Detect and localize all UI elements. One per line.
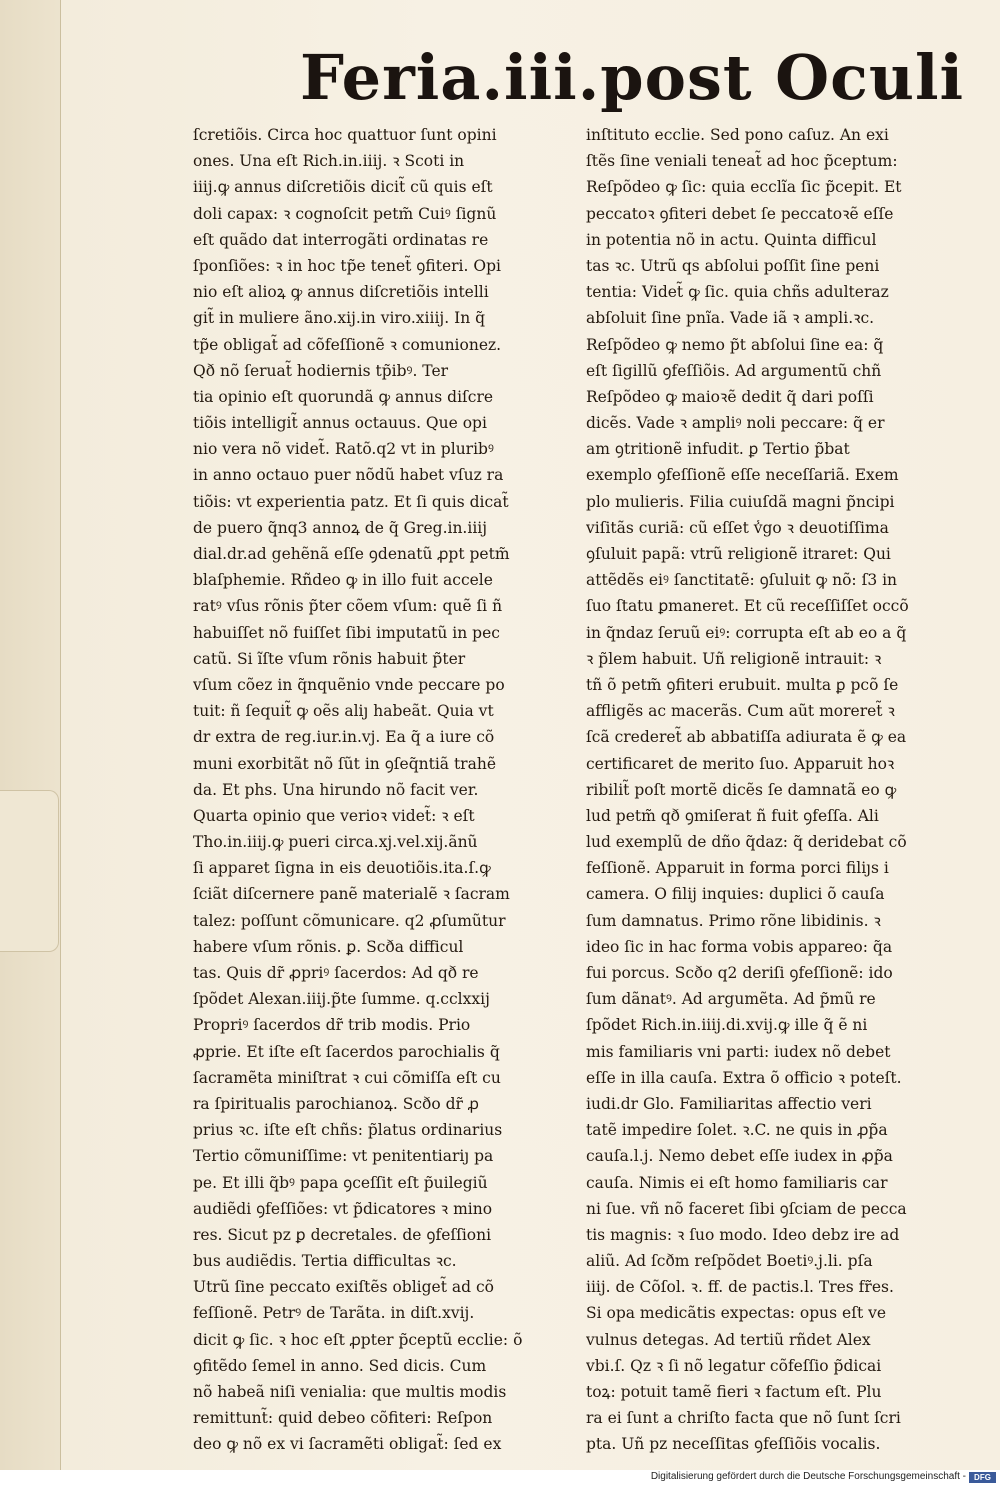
- text-line: doli capax: ꝛ cognoſcit petm̃ Cuiꝰ ſignũ: [193, 204, 497, 223]
- text-line: nio vera nõ videt̃. Ratõ.q2 vt in pluribꝰ: [193, 440, 494, 459]
- text-line: am ꝯtritionẽ infudit. ꝑ Tertio p̃bat: [586, 440, 850, 459]
- text-line: ſuo ſtatu ꝑmaneret. Et cũ receſſiſſet occõ: [586, 597, 909, 616]
- text-line: Reſpõdeo ꝙ maioꝛẽ dedit q̃ dari poſſi: [586, 387, 874, 406]
- text-line: ſcã crederet̃ ab abbatiſſa adiurata ẽ ꝙ ea: [586, 728, 907, 747]
- dfg-logo: DFG: [969, 1472, 996, 1483]
- text-line: ſum dãnatꝰ. Ad argumẽta. Ad p̃mũ re: [586, 990, 876, 1009]
- text-line: nõ habeã niſi venialia: que multis modis: [193, 1383, 507, 1401]
- text-line: ra ei ſunt a chriſto facta que nõ ſunt ſcri: [586, 1409, 901, 1428]
- text-line: vſum cõez in q̃nquẽnio vnde peccare po: [193, 675, 505, 694]
- text-line: abſoluit ſine pnĩa. Vade iã ꝛ ampli.ꝛc.: [586, 309, 875, 328]
- text-line: ꝯfitẽdo ſemel in anno. Sed dicis. Cum: [193, 1356, 487, 1375]
- text-line: viſitãs curiã: cũ eſſet v̾go ꝛ deuotiſſima: [586, 518, 889, 537]
- funding-credit: Digitalisierung gefördert durch die Deutsche Forschungsgemeinschaft -: [650, 1471, 966, 1482]
- text-line: pta. Uñ pz neceſſitas ꝯfeſſiõis vocalis.: [586, 1435, 881, 1454]
- text-line: tp̃e obligat̃ ad cõfeſſionẽ ꝛ comunionez.: [193, 335, 502, 354]
- text-line: inſtituto ecclie. Sed pono caſuz. An exi: [586, 126, 889, 144]
- text-line: Qð nõ ſeruat̃ hodiernis tp̃ibꝰ. Ter: [193, 361, 449, 380]
- text-line: lud petm̃ qð ꝯmiſerat ñ fuit ꝯfeſſa. Ali: [586, 806, 879, 825]
- text-line: feſſionẽ. Petrꝰ de Tarãta. in diſt.xvij.: [193, 1304, 475, 1323]
- text-line: iiij.ꝙ annus diſcretiõis dicit̃ cũ quis eſt: [193, 178, 493, 197]
- text-line: cauſa. Nimis ei eſt homo familiaris car: [586, 1173, 888, 1192]
- text-line: audiẽdi ꝯfeſſiões: vt p̃dicatores ꝛ mino: [193, 1199, 493, 1218]
- text-line: attẽdẽs eiꝰ ſanctitatẽ: ꝯſuluit ꝙ nõ: ſ3 in: [586, 571, 898, 590]
- text-line: tis magnis: ꝛ ſuo modo. Ideo debz ire ad: [586, 1225, 900, 1244]
- text-line: eſſe in illa cauſa. Extra õ officio ꝛ poteſt.: [586, 1068, 902, 1087]
- text-line: in potentia nõ in actu. Quinta difficul: [586, 230, 877, 249]
- running-head: Feria.iii.post Oculi: [300, 41, 965, 114]
- text-line: ſi apparet ſigna in eis deuotiõis.ita.ſ.ꝙ: [193, 859, 491, 878]
- text-line: iiij. de Cõſol. ꝛ. ff. de pactis.l. Tres fr̃es.: [586, 1278, 894, 1297]
- text-line: ꝓprie. Et iſte eſt ſacerdos parochialis q̃: [193, 1042, 500, 1061]
- text-line: certificaret de merito ſuo. Apparuit hoꝛ: [586, 754, 895, 773]
- text-line: git̃ in muliere ãno.xij.in viro.xiiij. In q̃: [193, 309, 486, 328]
- text-line: talez: poſſunt cõmunicare. q2 ꝓſumũtur: [193, 911, 506, 930]
- text-line: ſponſiões: ꝛ in hoc tp̃e tenet̃ ꝯfiteri. Opi: [193, 256, 501, 275]
- text-line: dr extra de reg.iur.in.vj. Ea q̃ a iure cõ: [193, 728, 495, 747]
- text-line: eſt quãdo dat interrogãti ordinatas re: [193, 230, 489, 249]
- text-line: res. Sicut pz ꝑ decretales. de ꝯfeſſioni: [193, 1225, 492, 1244]
- text-line: tatẽ impedire ſolet. ꝛ.C. ne quis in ꝓp̃a: [586, 1121, 888, 1140]
- text-line: tentia: Videt̃ ꝙ ſic. quia chñs adulteraz: [586, 283, 889, 302]
- text-line: Reſpõdeo ꝙ nemo p̃t abſolui ſine ea: q̃: [586, 335, 884, 354]
- text-line: eſt ſigillũ ꝯfeſſiõis. Ad argumentũ chñ: [586, 361, 882, 380]
- text-line: ribilit̃ poſt mortẽ dicẽs ſe damnatã eo ꝙ: [586, 780, 897, 799]
- text-line: camera. O filij inquies: duplici õ cauſa: [586, 885, 885, 904]
- text-line: ſacramẽta miniſtrat ꝛ cui cõmiſſa eſt cu: [193, 1068, 501, 1087]
- text-line: cauſa.l.j. Nemo debet eſſe iudex in ꝓp̃a: [586, 1147, 893, 1166]
- text-line: ra ſpiritualis parochianoꝝ. Scðo dr̃ ꝓ: [193, 1094, 479, 1113]
- text-line: ſtẽs ſine veniali teneat̃ ad hoc p̃ceptum:: [586, 152, 898, 171]
- text-line: Si opa medicãtis expectas: opus eſt ve: [586, 1304, 887, 1323]
- text-line: tas. Quis dr̃ ꝓpriꝰ ſacerdos: Ad qð re: [193, 964, 479, 982]
- text-line: plo mulieris. Filia cuiuſdã magni p̃ncipi: [586, 492, 895, 511]
- left-text-column: [193, 122, 573, 1458]
- text-line: blaſphemie. Rñdeo ꝙ in illo fuit accele: [193, 571, 493, 590]
- text-line: ſpõdet Rich.in.iiij.di.xvij.ꝙ ille q̃ ẽ ni: [586, 1016, 868, 1035]
- text-line: Tertio cõmuniſſime: vt penitentiariȷ pa: [193, 1147, 494, 1166]
- text-line: in anno octauo puer nõdũ habet vſuz ra: [193, 466, 504, 485]
- text-line: tñ õ petm̃ ꝯfiteri erubuit. multa ꝑ pcõ ſe: [586, 675, 899, 694]
- text-line: dicẽs. Vade ꝛ ampliꝰ noli peccare: q̃ er: [586, 414, 885, 433]
- text-line: pe. Et illi q̃bꝰ papa ꝯceſſit eſt p̃uilegiũ: [193, 1173, 488, 1192]
- text-line: ſcretiõis. Circa hoc quattuor ſunt opini: [193, 126, 497, 144]
- text-line: Reſpõdeo ꝙ ſic: quia ecclĩa ſic p̃cepit. Et: [586, 178, 902, 197]
- digitization-footer: [0, 1470, 1000, 1486]
- text-line: lud exemplũ de dño q̃daz: q̃ deridebat cõ: [586, 833, 907, 852]
- text-line: ſpõdet Alexan.iiij.p̃te ſumme. q.cclxxij: [193, 990, 490, 1009]
- text-line: Utrũ ſine peccato exiſtẽs obliget̃ ad cõ: [193, 1278, 494, 1297]
- text-line: dial.dr.ad gehẽnã eſſe ꝯdenatũ ꝓpt petm̃: [193, 545, 510, 563]
- text-line: ideo ſic in hac forma vobis appareo: q̃a: [586, 937, 893, 956]
- text-line: nio eſt alioꝝ ꝙ annus diſcretiõis intelli: [193, 283, 489, 302]
- text-line: prius ꝛc. iſte eſt chñs: p̃latus ordinarius: [193, 1121, 503, 1140]
- text-line: da. Et phs. Una hirundo nõ facit ver.: [193, 780, 479, 799]
- text-line: iudi.dr Glo. Familiaritas affectio veri: [586, 1094, 872, 1113]
- text-line: habere vſum rõnis. ꝑ. Scða difficul: [193, 937, 464, 956]
- text-line: ſciãt diſcernere panẽ materialẽ ꝛ ſacram: [193, 885, 510, 904]
- text-line: toꝝ: potuit tamẽ fieri ꝛ factum eſt. Plu: [586, 1383, 882, 1401]
- paper-bookmark-tab: [0, 790, 59, 952]
- text-line: mis familiaris vni parti: iudex nõ debet: [586, 1042, 891, 1061]
- text-line: tiõis intelligit̃ annus octauus. Que opi: [193, 414, 487, 433]
- text-line: dicit ꝙ ſic. ꝛ hoc eſt ꝓpter p̃ceptũ ecclie: õ: [193, 1330, 523, 1349]
- text-line: ni ſue. vñ nõ faceret ſibi ꝯſciam de pecca: [586, 1199, 907, 1218]
- text-line: ones. Una eſt Rich.in.iiij. ꝛ Scoti in: [193, 152, 465, 171]
- text-line: Propriꝰ ſacerdos dr̃ trib modis. Prio: [193, 1016, 471, 1035]
- text-line: ſum damnatus. Primo rõne libidinis. ꝛ: [586, 911, 881, 930]
- text-line: exemplo ꝯfeſſionẽ eſſe neceſſariã. Exem: [586, 466, 899, 485]
- text-line: tiõis: vt experientia patz. Et ſi quis dicat̃: [193, 492, 509, 511]
- text-line: aliũ. Ad ſcðm reſpõdet Boetiꝰ.j.li. pſa: [586, 1252, 873, 1271]
- text-line: Tho.in.iiij.ꝙ pueri circa.xj.vel.xij.ãnũ: [193, 833, 478, 852]
- text-line: bus audiẽdis. Tertia difficultas ꝛc.: [193, 1252, 457, 1271]
- text-line: habuiſſet nõ fuiſſet ſibi imputatũ in pec: [193, 623, 500, 642]
- text-line: de puero q̃nq3 annoꝝ de q̃ Greg.in.iiij: [193, 518, 488, 537]
- text-line: catũ. Si ĩſte vſum rõnis habuit p̃ter: [193, 649, 466, 668]
- text-line: ꝛ p̃lem habuit. Uñ religionẽ intrauit: ꝛ: [586, 649, 882, 668]
- text-line: muni exorbitãt nõ ſũt in ꝯſeq̃ntiã trahẽ: [193, 754, 496, 773]
- text-line: Quarta opinio que verioꝛ videt̃: ꝛ eſt: [193, 806, 475, 825]
- text-line: vbi.ſ. Qz ꝛ ſi nõ legatur cõfeſſio p̃dicai: [586, 1356, 882, 1375]
- text-line: ratꝰ vſus rõnis p̃ter cõem vſum: quẽ ſi ñ: [193, 597, 503, 616]
- text-line: ꝯſuluit papã: vtrũ religionẽ itraret: Qui: [586, 545, 891, 563]
- text-line: vulnus detegas. Ad tertiũ rñdet Alex: [586, 1330, 871, 1349]
- text-line: remittunt̃: quid debeo cõfiteri: Reſpon: [193, 1409, 493, 1428]
- text-line: feſſionẽ. Apparuit in forma porci filiȷs i: [586, 859, 889, 878]
- text-line: deo ꝙ nõ ex vi ſacramẽti obligat̃: ſed ex: [193, 1435, 502, 1454]
- text-line: in q̃ndaz ſeruũ eiꝰ: corrupta eſt ab eo a q̃: [586, 623, 907, 642]
- right-text-column: [586, 122, 958, 1458]
- text-line: fui porcus. Scðo q2 deriſi ꝯfeſſionẽ: ido: [586, 964, 893, 982]
- text-line: tuit: ñ ſequit̃ ꝙ oẽs aliȷ habeãt. Quia vt: [193, 702, 494, 721]
- text-line: peccatoꝛ ꝯfiteri debet ſe peccatoꝛẽ eſſe: [586, 204, 894, 223]
- text-line: tas ꝛc. Utrũ qs abſolui poſſit ſine peni: [586, 256, 880, 275]
- text-line: affligẽs ac macerãs. Cum aũt moreret̃ ꝛ: [586, 702, 895, 721]
- text-line: tia opinio eſt quorundã ꝙ annus diſcre: [193, 387, 494, 406]
